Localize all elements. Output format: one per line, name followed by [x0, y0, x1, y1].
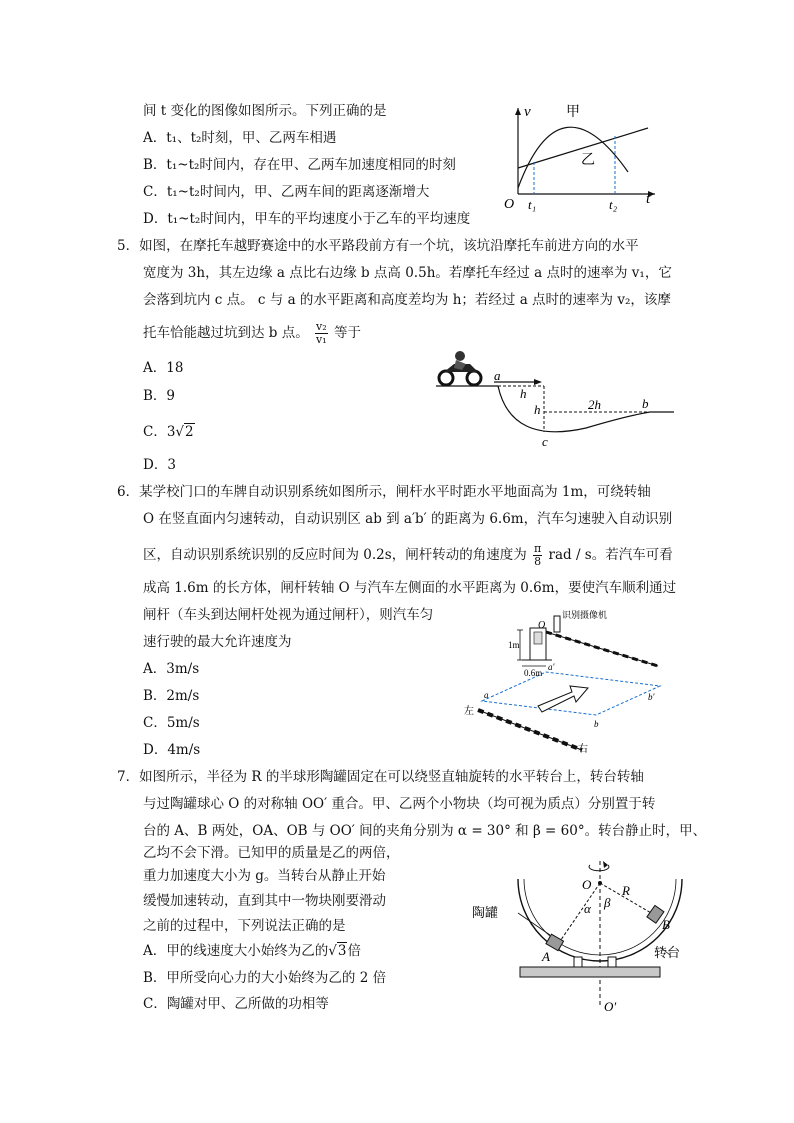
pit-figure: [436, 350, 676, 449]
q6-frac-num: π: [534, 542, 542, 555]
2h-label: 2h: [588, 397, 601, 412]
motorcycle-icon: [439, 351, 481, 385]
q5-option-b: B．9: [143, 388, 176, 404]
q4-option-c: C．t₁~t₂时间内，甲、乙两车间的距离逐渐增大: [143, 184, 430, 200]
pivot-o-label: O: [538, 620, 546, 631]
q6-option-c: C．5m/s: [143, 715, 200, 731]
q6-option-b: B．2m/s: [143, 688, 200, 704]
point-b-prime-label: b′: [648, 692, 655, 702]
q5-line4-text: 托车恰能越过坑到达 b 点。: [143, 325, 309, 341]
vt-graph-figure: [500, 100, 660, 220]
left-label: 左: [464, 706, 474, 717]
q5-ratio-fraction: [315, 321, 328, 346]
beta-label: β: [604, 895, 611, 910]
center-o-label: O: [582, 877, 592, 892]
q5-option-a: A．18: [143, 360, 184, 376]
q6-frac-den: 8: [534, 555, 542, 568]
radius-r-label: R: [622, 883, 630, 898]
q4-option-d: D．t₁~t₂时间内，甲车的平均速度小于乙车的平均速度: [143, 211, 471, 227]
q7-option-a-text: A．甲的线速度大小始终为乙的: [143, 943, 329, 959]
origin-label: O: [504, 197, 515, 212]
point-b-label: b: [642, 396, 649, 411]
yi-label: 乙: [581, 153, 595, 168]
q7-line1: 7．如图所示，半径为 R 的半球形陶罐固定在可以绕竖直轴旋转的水平转台上，转台转轴: [117, 769, 644, 785]
t-axis-label: t: [646, 191, 651, 207]
q6-omega-fraction: [533, 543, 542, 568]
q7-line7: 之前的过程中，下列说法正确的是: [143, 918, 346, 934]
q6-line6: 速行驶的最大允许速度为: [143, 634, 292, 650]
point-a-label: a: [484, 690, 489, 700]
q7-line2: 与过陶罐球心 O 的对称轴 OO′ 重合。甲、乙两个小物块（均可视为质点）分别置于转: [143, 796, 656, 812]
q4-option-a: A．t₁、t₂时刻，甲、乙两车相遇: [143, 130, 337, 146]
point-a-label: a: [494, 368, 501, 383]
q6-line3b: rad / s。若汽车可看: [548, 547, 673, 563]
alpha-label: α: [584, 901, 591, 916]
q7-option-a-radicand: 3: [337, 943, 347, 959]
jia-label: 甲: [566, 105, 580, 120]
q7-option-c: C．陶罐对甲、乙所做的功相等: [143, 996, 329, 1012]
q7-line3: 台的 A、B 两处，OA、OB 与 OO′ 间的夹角分别为 α = 30° 和 β = 60°。转台静止时，甲、: [143, 823, 707, 839]
t1-label: t₁: [528, 197, 537, 212]
q7-option-a-tail: 倍: [347, 943, 361, 959]
gate-height-label: 1m: [508, 640, 520, 650]
offset-label: 0.6m: [524, 668, 543, 678]
turntable-label: 转台: [654, 945, 681, 960]
q5-frac-num: v₂: [316, 320, 327, 333]
q7-option-a: A．甲的线速度大小始终为乙的√3倍: [143, 943, 361, 959]
point-b-label: B: [662, 917, 670, 932]
q6-line4: 成高 1.6m 的长方体，闸杆转轴 O 与汽车左侧面的水平距离为 0.6m，要使汽车顺利通过: [143, 580, 677, 596]
q6-line2: O 在竖直面内匀速转动，自动识别区 ab 到 a′b′ 的距离为 6.6m，汽车匀速驶入自动识别: [143, 511, 673, 527]
bowl-figure: [470, 855, 700, 1015]
q6-line3: [143, 540, 673, 570]
q6-line1: 6．某学校门口的车牌自动识别系统如图所示，闸杆水平时距水平地面高为 1m，可绕转轴: [117, 484, 651, 500]
q6-option-d: D．4m/s: [143, 742, 201, 758]
q7-line5: 重力加速度大小为 g。当转台从静止开始: [143, 868, 386, 884]
point-a-prime-label: a′: [548, 662, 555, 672]
camera-label: 识别摄像机: [562, 610, 608, 620]
point-b-label: b: [594, 719, 599, 729]
axis-o-prime-label: O′: [604, 999, 617, 1014]
q7-option-b: B．甲所受向心力的大小始终为乙的 2 倍: [143, 970, 387, 986]
q7-line6: 缓慢加速转动，直到其中一物块刚要滑动: [143, 893, 386, 909]
q7-line4: 乙均不会下滑。已知甲的质量是乙的两倍，: [143, 845, 400, 861]
q6-line5: 闸杆（车头到达闸杆处视为通过闸杆），则汽车匀: [143, 607, 434, 623]
q5-line4: [143, 318, 361, 348]
gate-figure: [462, 606, 672, 756]
q5-line2: 宽度为 3h，其左边缘 a 点比右边缘 b 点高 0.5h。若摩托车经过 a 点时的速率为 v₁，它: [143, 265, 672, 281]
q5-frac-den: v₁: [316, 333, 327, 346]
h-label-2: h: [534, 402, 541, 417]
jar-label: 陶罐: [472, 905, 499, 920]
q5-option-c-radicand: 2: [185, 424, 194, 440]
q6-option-a: A．3m/s: [143, 661, 200, 677]
point-c-label: c: [542, 434, 548, 449]
h-label-1: h: [520, 386, 527, 401]
q4-stem-tail: 间 t 变化的图像如图所示。下列正确的是: [143, 103, 387, 119]
q5-line3: 会落到坑内 c 点。 c 与 a 的水平距离和高度差均为 h；若经过 a 点时的速率为 v₂，该摩: [143, 292, 671, 308]
q5-line4-tail: 等于: [333, 325, 361, 341]
q5-option-c: C．3√2: [143, 424, 194, 440]
q5-line1: 5．如图，在摩托车越野赛途中的水平路段前方有一个坑，该坑沿摩托车前进方向的水平: [117, 238, 639, 254]
point-a-label: A: [542, 949, 550, 964]
t2-label: t₂: [609, 197, 618, 212]
q4-option-b: B．t₁~t₂时间内，存在甲、乙两车加速度相同的时刻: [143, 157, 456, 173]
right-label: 右: [578, 744, 588, 755]
q5-option-c-text: C．3: [143, 424, 176, 440]
q6-line3a: 区，自动识别系统识别的反应时间为 0.2s，闸杆转动的角速度为: [143, 547, 527, 563]
q5-option-d: D．3: [143, 457, 176, 473]
v-axis-label: v: [524, 104, 531, 120]
